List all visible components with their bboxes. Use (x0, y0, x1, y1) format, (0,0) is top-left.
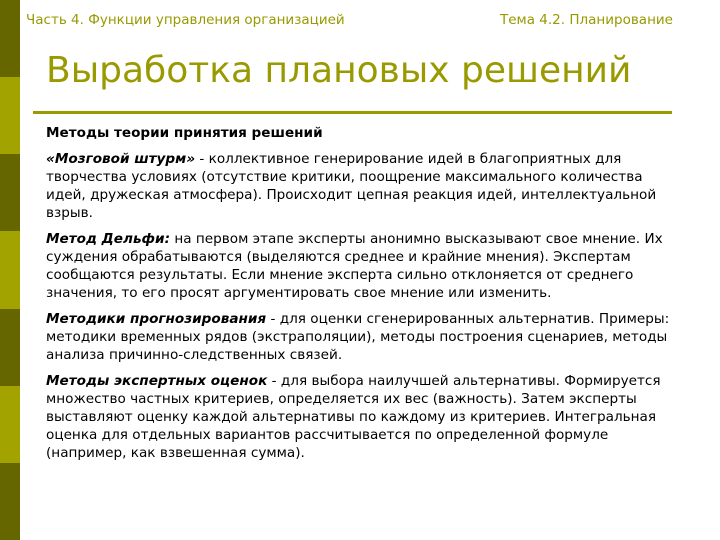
section-heading: Методы теории принятия решений (46, 125, 323, 141)
text-forecasting: - для оценки сгенерированных альтернатив. Примеры: методики временных рядов (экстраполяции), методы построения сценариев, методы анализа причинно-следственных связей. (46, 311, 670, 363)
paragraph-expert-evaluation (46, 372, 686, 462)
header-part-label: Часть 4. Функции управления организацией (26, 12, 345, 28)
text-expert-evaluation: - для выбора наилучшей альтернативы. Формируется множество частных критериев, определяется их вес (важность). Затем эксперты выставляют оценку каждой альтернативы по каждому из критериев. Интегральная оценка для отдельных вариантов рассчитывается по определенной формуле (например, как взвешенная сумма). (46, 373, 661, 461)
left-decorative-bar (0, 0, 20, 540)
term-forecasting: Методики прогнозирования (46, 311, 267, 327)
term-expert-evaluation: Методы экспертных оценок (46, 373, 268, 389)
slide-title: Выработка плановых решений (46, 50, 632, 91)
term-delphi: Метод Дельфи: (46, 231, 171, 247)
text-brainstorm: - коллективное генерирование идей в благоприятных для творчества условиях (отсутствие критики, поощрение максимального количества идей, дружеская атмосфера). Происходит цепная реакция идей, интеллектуальной взрыв. (46, 151, 657, 221)
header-topic-label: Тема 4.2. Планирование (500, 12, 673, 28)
title-underline (33, 111, 672, 114)
paragraph-brainstorm (46, 150, 686, 222)
term-brainstorm: «Мозговой штурм» (46, 151, 196, 167)
slide-body (46, 124, 686, 470)
paragraph-delphi (46, 230, 686, 302)
text-delphi: на первом этапе эксперты анонимно высказывают свое мнение. Их суждения обрабатываются (выделяются среднее и крайние мнения). Экспертам сообщаются результаты. Если мнение эксперта сильно отклоняется от среднего значения, то его просят аргументировать свое мнение или изменить. (46, 231, 663, 301)
paragraph-forecasting (46, 310, 686, 364)
